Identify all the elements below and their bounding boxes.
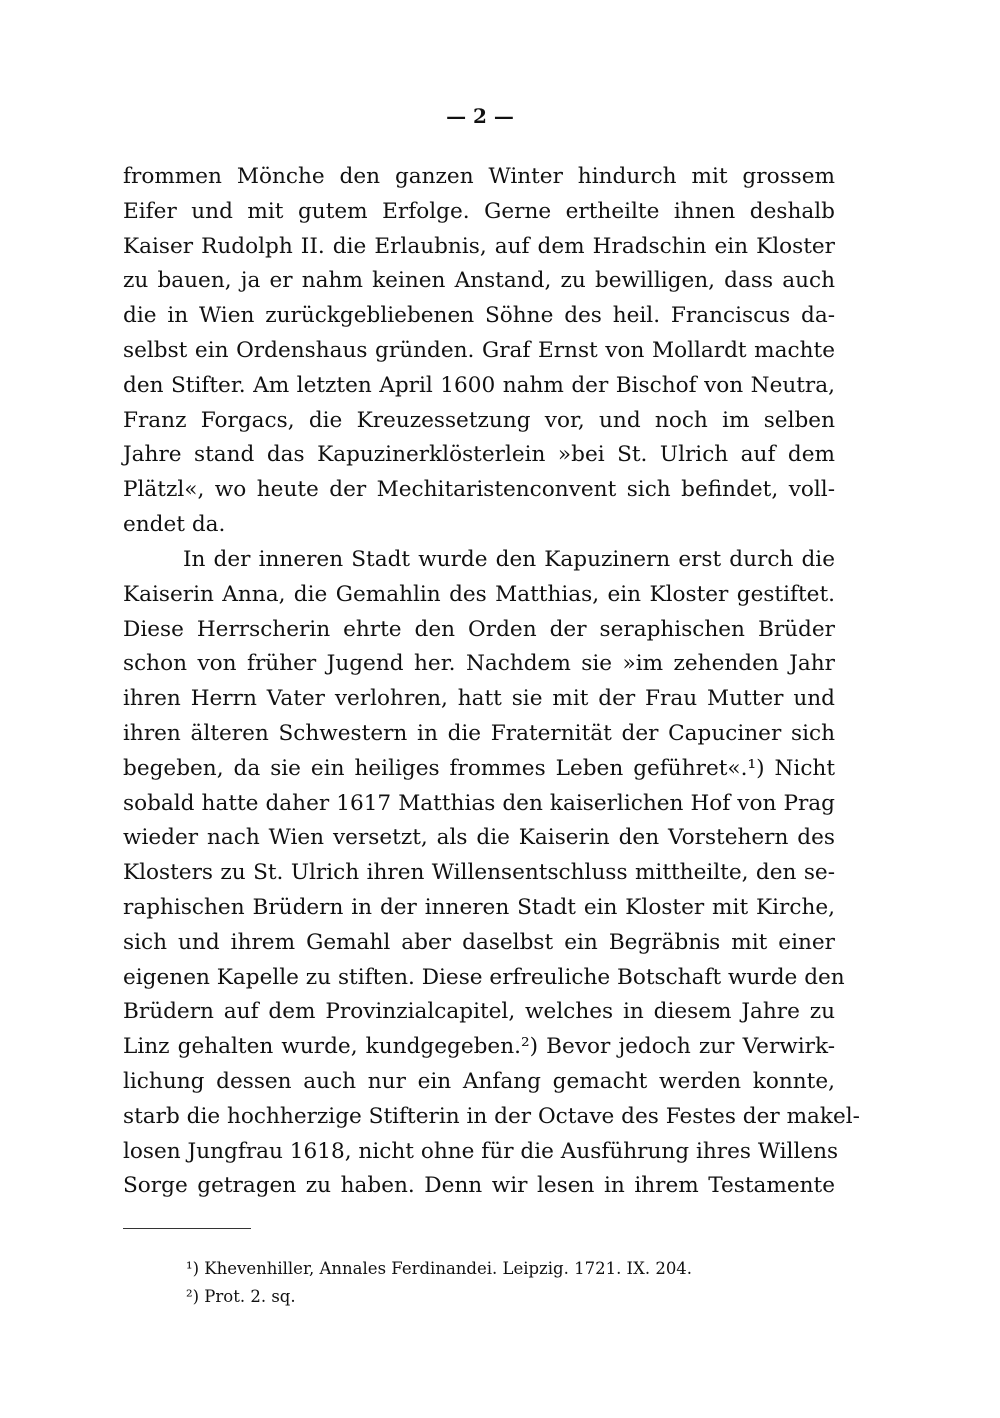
text-line: eigenen Kapelle zu stiften. Diese erfreuliche Botschaft wurde den [123, 964, 845, 990]
text-line: Eifer und mit gutem Erfolge. Gerne ertheilte ihnen deshalb [123, 198, 835, 224]
text-line: Jahre stand das Kapuzinerklösterlein »bei St. Ulrich auf dem [123, 442, 835, 468]
text-line: wieder nach Wien versetzt, als die Kaiserin den Vorstehern des [123, 825, 835, 851]
text-line: losen Jungfrau 1618, nicht ohne für die Ausführung ihres Willens [123, 1138, 839, 1164]
paragraph-2 [123, 543, 860, 1204]
text-line: endet da. [123, 511, 226, 537]
footnotes [186, 1255, 692, 1311]
text-line: Kaiserin Anna, die Gemahlin des Matthias, ein Kloster gestiftet. [123, 581, 835, 607]
text-line: die in Wien zurückgebliebenen Söhne des heil. Franciscus da- [123, 303, 835, 329]
text-line: selbst ein Ordenshaus gründen. Graf Ernst von Mollardt machte [123, 337, 835, 363]
text-line: frommen Mönche den ganzen Winter hindurch mit grossem [123, 164, 835, 189]
text-line: den Stifter. Am letzten April 1600 nahm der Bischof von Neutra, [123, 372, 835, 398]
text-line: Franz Forgacs, die Kreuzessetzung vor, und noch im selben [123, 407, 835, 433]
text-line: schon von früher Jugend her. Nachdem sie »im zehenden Jahr [123, 651, 835, 677]
paragraph-1 [123, 160, 835, 543]
text-line: begeben, da sie ein heiliges frommes Leben geführet«.¹) Nicht [123, 755, 835, 781]
footnote-separator [123, 1228, 251, 1229]
text-line: raphischen Brüdern in der inneren Stadt ein Kloster mit Kirche, [123, 894, 835, 920]
text-line: starb die hochherzige Stifterin in der Octave des Festes der makel- [123, 1103, 860, 1129]
footnote-2: ²) Prot. 2. sq. [186, 1287, 296, 1306]
text-line: sich und ihrem Gemahl aber daselbst ein Begräbnis mit einer [123, 929, 835, 955]
text-line: ihren älteren Schwestern in die Fraternität der Capuciner sich [123, 720, 835, 746]
text-line: zu bauen, ja er nahm keinen Anstand, zu bewilligen, dass auch [123, 268, 835, 294]
text-line: lichung dessen auch nur ein Anfang gemacht werden konnte, [123, 1068, 835, 1094]
text-line: Plätzl«, wo heute der Mechitaristenconvent sich befindet, voll- [123, 477, 835, 503]
text-line: Diese Herrscherin ehrte den Orden der seraphischen Brüder [123, 616, 835, 642]
text-line: Linz gehalten wurde, kundgegeben.²) Bevor jedoch zur Verwirk- [123, 1034, 835, 1060]
footnote-1: ¹) Khevenhiller, Annales Ferdinandei. Leipzig. 1721. IX. 204. [186, 1259, 693, 1278]
text-line: Sorge getragen zu haben. Denn wir lesen in ihrem Testamente [123, 1173, 835, 1199]
text-line: In der inneren Stadt wurde den Kapuzinern erst durch die [183, 547, 835, 572]
text-line: ihren Herrn Vater verlohren, hatt sie mit der Frau Mutter und [123, 686, 835, 712]
text-line: sobald hatte daher 1617 Matthias den kaiserlichen Hof von Prag [123, 790, 835, 816]
text-line: Klosters zu St. Ulrich ihren Willensentschluss mittheilte, den se- [123, 860, 835, 886]
text-line: Brüdern auf dem Provinzialcapitel, welches in diesem Jahre zu [123, 999, 835, 1025]
page-number: — 2 — [446, 104, 514, 128]
text-line: Kaiser Rudolph II. die Erlaubnis, auf dem Hradschin ein Kloster [123, 233, 835, 259]
